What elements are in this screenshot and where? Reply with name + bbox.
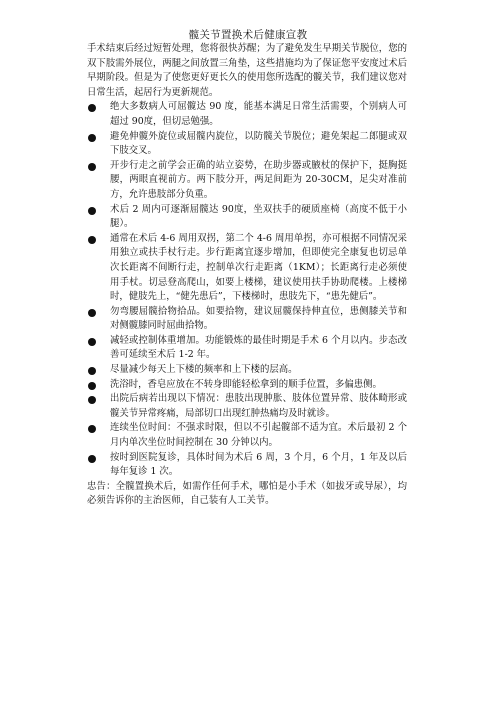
list-item-text: 尽量减少每天上下楼的频率和上下楼的层高。 <box>110 364 298 376</box>
list-item <box>87 392 407 421</box>
bullet-icon <box>88 382 96 390</box>
list-item-text: 勿弯腰屈髋拾物拾品。如要拾物，建议屈髋保持伸直位，患侧膝关节和对侧髋膝同时屈曲拾物。 <box>110 305 407 332</box>
bullet-icon <box>88 338 96 346</box>
list-item-text: 按时到医院复诊，具体时间为术后 6 周，3 个月，6 个月，1 年及以后每年复诊 1 次。 <box>110 451 407 478</box>
list-item <box>87 378 407 393</box>
bullet-icon <box>88 396 96 404</box>
bullet-icon <box>88 207 96 215</box>
list-item <box>87 363 407 378</box>
list-item <box>87 305 407 334</box>
list-item-text: 避免伸髋外旋位或屈髋内旋位，以防髋关节脱位；避免架起二郎腿或双下肢交叉。 <box>110 130 407 157</box>
list-item-text: 出院后病若出现以下情况：患肢出现肿胀、肢体位置异常、肢体畸形或髋关节异常疼痛，局部切口出现红肿热痛均及时就诊。 <box>110 393 407 419</box>
list-item <box>87 334 407 363</box>
bullet-icon <box>88 367 96 375</box>
bullet-icon <box>88 309 96 317</box>
bullet-icon <box>88 236 96 244</box>
list-item <box>87 451 407 480</box>
list-item <box>87 100 407 129</box>
list-item-text: 连续坐位时间：不强求时限，但以不引起髋部不适为宜。术后最初 2 个月内单次坐位时间控制在 30 分钟以内。 <box>110 422 407 449</box>
list-item <box>87 232 407 305</box>
intro-paragraph: 手术结束后经过短暂处理，您将很快苏醒；为了避免发生早期关节脱位，您的双下肢需外展位，两腿之间放置三角垫，这些措施均为了保证您平安度过术后早期阶段。但是为了使您更好更长久的使用您所选配的髋关节，我们建议您对日常生活，起居行为更新规范。 <box>87 43 407 98</box>
bullet-icon <box>88 425 96 433</box>
list-item-text: 术后 2 周内可逐渐屈髋达 90度，坐双扶手的硬质座椅（高度不低于小腿）。 <box>110 203 407 230</box>
instruction-list <box>87 100 407 479</box>
list-item-text: 通常在术后 4-6 周用双拐，第二个 4-6 周用单拐，亦可根据不同情况采用独立或扶手杖行走。步行距离宜逐步增加，但即使完全康复也切忌单次长距离不间断行走，控制单次行走距离（1KM）；长距离行走必须使用手杖。切忌登高爬山，如要上楼梯，建议使用扶手协助爬楼。上楼梯时，健肢先上，“健先患后”，下楼梯时，患肢先下，“患先健后”。 <box>110 232 407 303</box>
bullet-icon <box>88 455 96 463</box>
document-title: 髋关节置换术后健康宣教 <box>188 29 308 41</box>
bullet-icon <box>88 104 96 112</box>
list-item <box>87 203 407 232</box>
list-item-text: 洗浴时，香皂应放在不转身即能轻松拿到的顺手位置，多偏患侧。 <box>110 378 382 390</box>
list-item-text: 开步行走之前学会正确的站立姿势，在助步器或腋杖的保护下，挺胸挺腰，两眼直视前方。两下肢分开，两足间距为 20-30CM，足尖对准前方，允许患肢部分负重。 <box>110 159 407 200</box>
bullet-icon <box>88 134 96 142</box>
closing-advice: 忠告：全髋置换术后，如需作任何手术，哪怕是小手术（如拔牙或导尿），均必须告诉你的主治医师，自己装有人工关节。 <box>87 480 407 507</box>
document-body <box>87 42 407 509</box>
list-item <box>87 159 407 203</box>
list-item-text: 减轻或控制体重增加。功能锻炼的最佳时期是手术 6 个月以内。步态改善可延续至术后 1-2 年。 <box>110 334 407 361</box>
list-item-text: 绝大多数病人可屈髋达 90 度，能基本满足日常生活需要，个别病人可超过 90度，但切忌勉强。 <box>110 101 407 127</box>
list-item <box>87 421 407 450</box>
list-item <box>87 130 407 159</box>
bullet-icon <box>88 163 96 171</box>
